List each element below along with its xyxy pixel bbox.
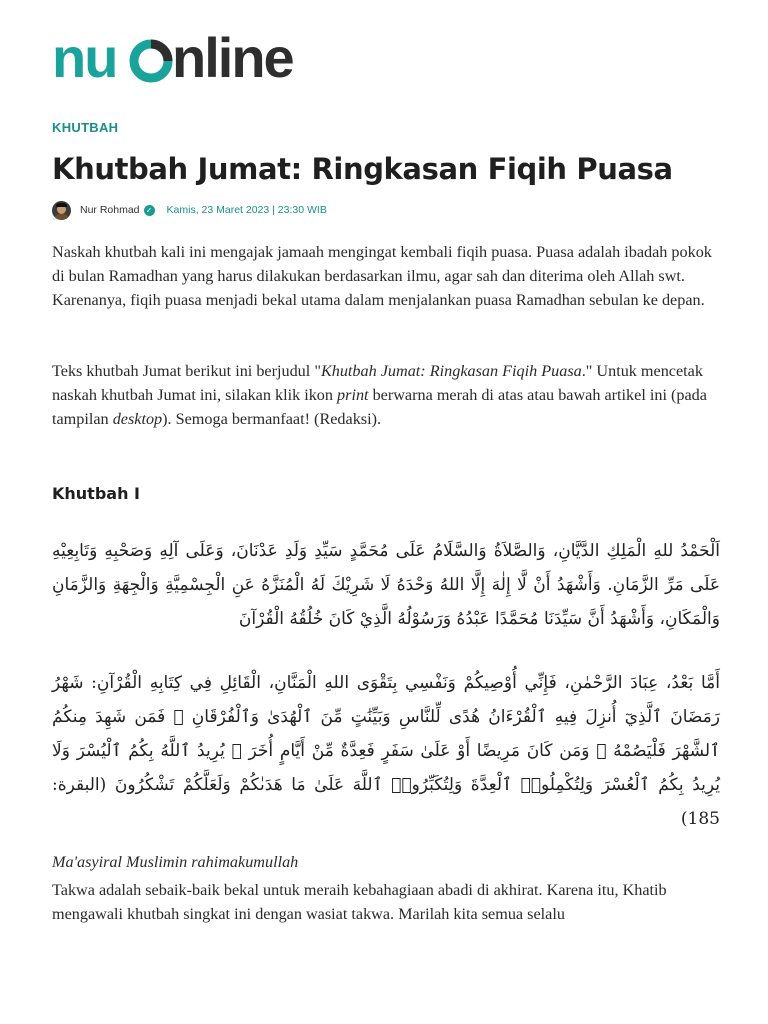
editor-note-paragraph: [52, 359, 712, 431]
category-link[interactable]: KHUTBAH: [52, 120, 119, 135]
nuonline-logo[interactable]: [52, 30, 316, 92]
avatar-shirt: [54, 214, 69, 220]
logo-ring-accent: [151, 44, 168, 61]
avatar-cap: [56, 203, 67, 207]
author-avatar[interactable]: [52, 201, 71, 220]
publish-date: Kamis, 23 Maret 2023 | 23:30 WIB: [166, 204, 327, 216]
note-desktop-italic: desktop: [112, 410, 163, 428]
author-name[interactable]: Nur Rohmad: [80, 204, 140, 216]
arabic-quran-verse: أَمَّا بَعْدُ، عِبَادَ الرَّحْمٰنِ، فَإِنِّي أُوْصِيكُمْ وَنَفْسِي بِتَقْوَى اللهِ الْمَنَّانِ، الْقَائِلِ فِي كِتَابِهِ الْقُرْآنِ: شَهْرُ رَمَضَانَ ٱلَّذِيٓ أُنزِلَ فِيهِ ٱلْقُرْءَانُ هُدًى لِّلنَّاسِ وَبَيِّنَٰتٍ مِّنَ ٱلْهُدَىٰ وَٱلْفُرْقَانِ ۚ فَمَن شَهِدَ مِنكُمُ ٱلشَّهْرَ فَلْيَصُمْهُ ۖ وَمَن كَانَ مَرِيضًا أَوْ عَلَىٰ سَفَرٍ فَعِدَّةٌ مِّنْ أَيَّامٍ أُخَرَ ۗ يُرِيدُ ٱللَّهُ بِكُمُ ٱلْيُسْرَ وَلَا يُرِيدُ بِكُمُ ٱلْعُسْرَ وَلِتُكْمِلُوا۟ ٱلْعِدَّةَ وَلِتُكَبِّرُوا۟ ٱللَّهَ عَلَىٰ مَا هَدَىٰكُمْ وَلَعَلَّكُمْ تَشْكُرُونَ (البقرة: 185): [52, 673, 720, 829]
note-text-4: ). Semoga bermanfaat! (Redaksi).: [162, 410, 382, 428]
logo-text-dark: nline: [172, 30, 293, 89]
logo-text: nu: [52, 30, 117, 89]
note-text-3: berwarna merah di atas atau bawah artikel ini (pada tampilan: [52, 386, 707, 428]
body-paragraph: Takwa adalah sebaik-baik bekal untuk meraih kebahagiaan abadi di akhirat. Karena itu, Khatib mengawali khutbah singkat ini dengan wasiat takwa. Marilah kita semua selalu: [52, 881, 667, 923]
intro-paragraph: Naskah khutbah kali ini mengajak jamaah mengingat kembali fiqih puasa. Puasa adalah ibadah pokok di bulan Ramadhan yang harus dilakukan berdasarkan ilmu, agar sah dan diterima oleh Allah swt. Karenanya, fiqih puasa menjadi bekal utama dalam menjalankan puasa Ramadhan sebulan ke depan.: [52, 243, 712, 309]
note-text-1: Teks khutbah Jumat berikut ini berjudul ": [52, 362, 321, 380]
article-title: Khutbah Jumat: Ringkasan Fiqih Puasa: [52, 152, 673, 186]
greeting-line: Ma'asyiral Muslimin rahimakumullah: [52, 853, 299, 871]
section-heading: Khutbah I: [52, 484, 140, 503]
logo-mark: [52, 30, 316, 92]
note-print-italic: print: [337, 386, 369, 404]
article-meta: [52, 200, 327, 220]
arabic-opening: اَلْحَمْدُ للهِ الْمَلِكِ الدَّيَّانِ، وَالصَّلاَةُ وَالسَّلَامُ عَلَى مُحَمَّدٍ سَيِّدِ وَلَدِ عَدْنَانَ، وَعَلَى آلِهِ وَصَحْبِهِ وَتَابِعِيْهِ عَلَى مَرِّ الزَّمَانِ. وَأَشْهَدُ أَنْ لَّا إِلٰهَ إِلَّا اللهُ وَحْدَهُ لَا شَرِيْكَ لَهُ الْمُنَزَّهُ عَنِ الْجِسْمِيَّةِ وَالْجِهَةِ وَالزَّمَانِ وَالْمَكَانِ، وَأَشْهَدُ أَنَّ سَيِّدَنَا مُحَمَّدًا عَبْدُهُ وَرَسُوْلُهُ الَّذِيْ كَانَ خُلُقُهُ الْقُرْآنَ: [52, 541, 720, 629]
note-text-2: ." Untuk mencetak naskah khutbah Jumat ini, silakan klik ikon: [52, 362, 703, 404]
check-badge-icon: ✓: [144, 205, 155, 216]
note-title-italic: Khutbah Jumat: Ringkasan Fiqih Puasa: [320, 362, 582, 380]
